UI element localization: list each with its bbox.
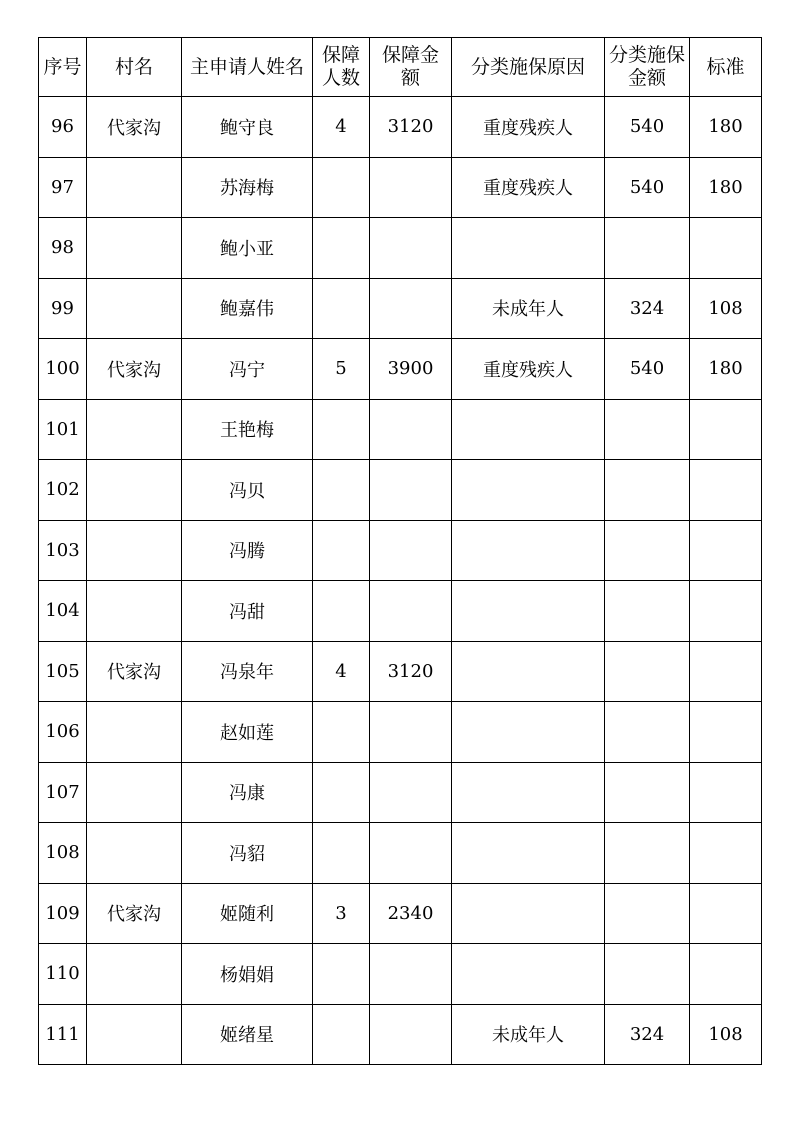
cell-standard [690, 399, 762, 460]
cell-village [87, 944, 182, 1005]
cell-reason: 重度残疾人 [452, 157, 605, 218]
header-standard: 标准 [690, 38, 762, 97]
cell-seq: 110 [39, 944, 87, 1005]
cell-name: 杨娟娟 [182, 944, 313, 1005]
cell-count [313, 278, 370, 339]
cell-standard [690, 641, 762, 702]
table-row [39, 641, 762, 702]
cell-name: 姬绪星 [182, 1004, 313, 1065]
cell-village [87, 762, 182, 823]
cell-name: 姬随利 [182, 883, 313, 944]
cell-reason [452, 883, 605, 944]
cell-amount [370, 702, 452, 763]
cell-reason [452, 581, 605, 642]
cell-village [87, 157, 182, 218]
relief-table [38, 37, 762, 1065]
cell-category-amount: 540 [605, 339, 690, 400]
cell-standard: 108 [690, 278, 762, 339]
cell-reason: 未成年人 [452, 278, 605, 339]
cell-name: 冯腾 [182, 520, 313, 581]
cell-category-amount: 324 [605, 1004, 690, 1065]
table-row [39, 702, 762, 763]
cell-category-amount [605, 399, 690, 460]
cell-amount [370, 581, 452, 642]
cell-village [87, 581, 182, 642]
table-row [39, 278, 762, 339]
header-category-reason: 分类施保原因 [452, 38, 605, 97]
cell-seq: 101 [39, 399, 87, 460]
cell-amount [370, 218, 452, 279]
table-row [39, 762, 762, 823]
cell-standard [690, 762, 762, 823]
cell-amount [370, 278, 452, 339]
cell-seq: 106 [39, 702, 87, 763]
header-category-amount: 分类施保金额 [605, 38, 690, 97]
cell-count [313, 762, 370, 823]
cell-amount [370, 460, 452, 521]
cell-seq: 111 [39, 1004, 87, 1065]
cell-name: 王艳梅 [182, 399, 313, 460]
cell-name: 冯贝 [182, 460, 313, 521]
cell-count [313, 823, 370, 884]
cell-category-amount [605, 641, 690, 702]
cell-village [87, 702, 182, 763]
table-row [39, 581, 762, 642]
cell-reason [452, 520, 605, 581]
cell-standard [690, 944, 762, 1005]
table-row [39, 399, 762, 460]
header-row [39, 38, 762, 97]
cell-category-amount [605, 520, 690, 581]
cell-seq: 105 [39, 641, 87, 702]
cell-name: 赵如莲 [182, 702, 313, 763]
cell-name: 冯康 [182, 762, 313, 823]
header-seq: 序号 [39, 38, 87, 97]
cell-count [313, 399, 370, 460]
cell-seq: 102 [39, 460, 87, 521]
table-row [39, 218, 762, 279]
cell-count [313, 702, 370, 763]
cell-village [87, 823, 182, 884]
cell-amount [370, 520, 452, 581]
header-covered-count: 保障人数 [313, 38, 370, 97]
table-body [39, 97, 762, 1065]
cell-amount: 2340 [370, 883, 452, 944]
cell-amount [370, 823, 452, 884]
cell-seq: 100 [39, 339, 87, 400]
cell-category-amount [605, 460, 690, 521]
cell-seq: 104 [39, 581, 87, 642]
cell-category-amount: 540 [605, 97, 690, 158]
cell-category-amount: 540 [605, 157, 690, 218]
cell-category-amount: 324 [605, 278, 690, 339]
cell-count [313, 581, 370, 642]
table-row [39, 97, 762, 158]
cell-reason [452, 399, 605, 460]
cell-name: 冯宁 [182, 339, 313, 400]
cell-reason [452, 641, 605, 702]
cell-name: 鲍守良 [182, 97, 313, 158]
cell-count: 3 [313, 883, 370, 944]
cell-seq: 96 [39, 97, 87, 158]
cell-seq: 97 [39, 157, 87, 218]
header-village: 村名 [87, 38, 182, 97]
cell-reason [452, 944, 605, 1005]
cell-count [313, 1004, 370, 1065]
cell-reason [452, 762, 605, 823]
cell-seq: 98 [39, 218, 87, 279]
cell-category-amount [605, 883, 690, 944]
cell-amount: 3900 [370, 339, 452, 400]
cell-reason [452, 823, 605, 884]
cell-village: 代家沟 [87, 641, 182, 702]
cell-standard [690, 581, 762, 642]
cell-reason: 重度残疾人 [452, 339, 605, 400]
table-row [39, 883, 762, 944]
cell-village [87, 278, 182, 339]
cell-reason: 重度残疾人 [452, 97, 605, 158]
cell-seq: 107 [39, 762, 87, 823]
cell-amount [370, 157, 452, 218]
cell-amount: 3120 [370, 641, 452, 702]
cell-standard: 180 [690, 157, 762, 218]
cell-seq: 109 [39, 883, 87, 944]
header-applicant-name: 主申请人姓名 [182, 38, 313, 97]
cell-count [313, 157, 370, 218]
cell-amount [370, 399, 452, 460]
cell-category-amount [605, 218, 690, 279]
cell-category-amount [605, 702, 690, 763]
table-row [39, 157, 762, 218]
cell-count: 5 [313, 339, 370, 400]
cell-category-amount [605, 823, 690, 884]
cell-name: 冯貂 [182, 823, 313, 884]
cell-amount: 3120 [370, 97, 452, 158]
cell-standard [690, 218, 762, 279]
cell-village [87, 218, 182, 279]
cell-count: 4 [313, 641, 370, 702]
cell-reason: 未成年人 [452, 1004, 605, 1065]
cell-amount [370, 944, 452, 1005]
cell-name: 冯泉年 [182, 641, 313, 702]
cell-name: 冯甜 [182, 581, 313, 642]
cell-standard [690, 883, 762, 944]
cell-count [313, 460, 370, 521]
cell-standard: 180 [690, 339, 762, 400]
cell-reason [452, 460, 605, 521]
table-row [39, 1004, 762, 1065]
header-amount: 保障金额 [370, 38, 452, 97]
cell-count [313, 944, 370, 1005]
cell-name: 鲍嘉伟 [182, 278, 313, 339]
cell-name: 苏海梅 [182, 157, 313, 218]
cell-amount [370, 1004, 452, 1065]
cell-amount [370, 762, 452, 823]
cell-village: 代家沟 [87, 339, 182, 400]
cell-village [87, 1004, 182, 1065]
table-row [39, 520, 762, 581]
cell-category-amount [605, 762, 690, 823]
table-row [39, 823, 762, 884]
cell-standard: 180 [690, 97, 762, 158]
cell-village: 代家沟 [87, 97, 182, 158]
cell-reason [452, 218, 605, 279]
cell-standard [690, 460, 762, 521]
cell-count: 4 [313, 97, 370, 158]
table-row [39, 339, 762, 400]
cell-standard: 108 [690, 1004, 762, 1065]
cell-category-amount [605, 581, 690, 642]
cell-count [313, 520, 370, 581]
cell-seq: 108 [39, 823, 87, 884]
cell-village [87, 460, 182, 521]
table-row [39, 944, 762, 1005]
cell-standard [690, 520, 762, 581]
cell-name: 鲍小亚 [182, 218, 313, 279]
table-row [39, 460, 762, 521]
cell-seq: 103 [39, 520, 87, 581]
cell-standard [690, 702, 762, 763]
cell-count [313, 218, 370, 279]
cell-village [87, 520, 182, 581]
cell-category-amount [605, 944, 690, 1005]
cell-reason [452, 702, 605, 763]
cell-village [87, 399, 182, 460]
cell-village: 代家沟 [87, 883, 182, 944]
cell-seq: 99 [39, 278, 87, 339]
cell-standard [690, 823, 762, 884]
